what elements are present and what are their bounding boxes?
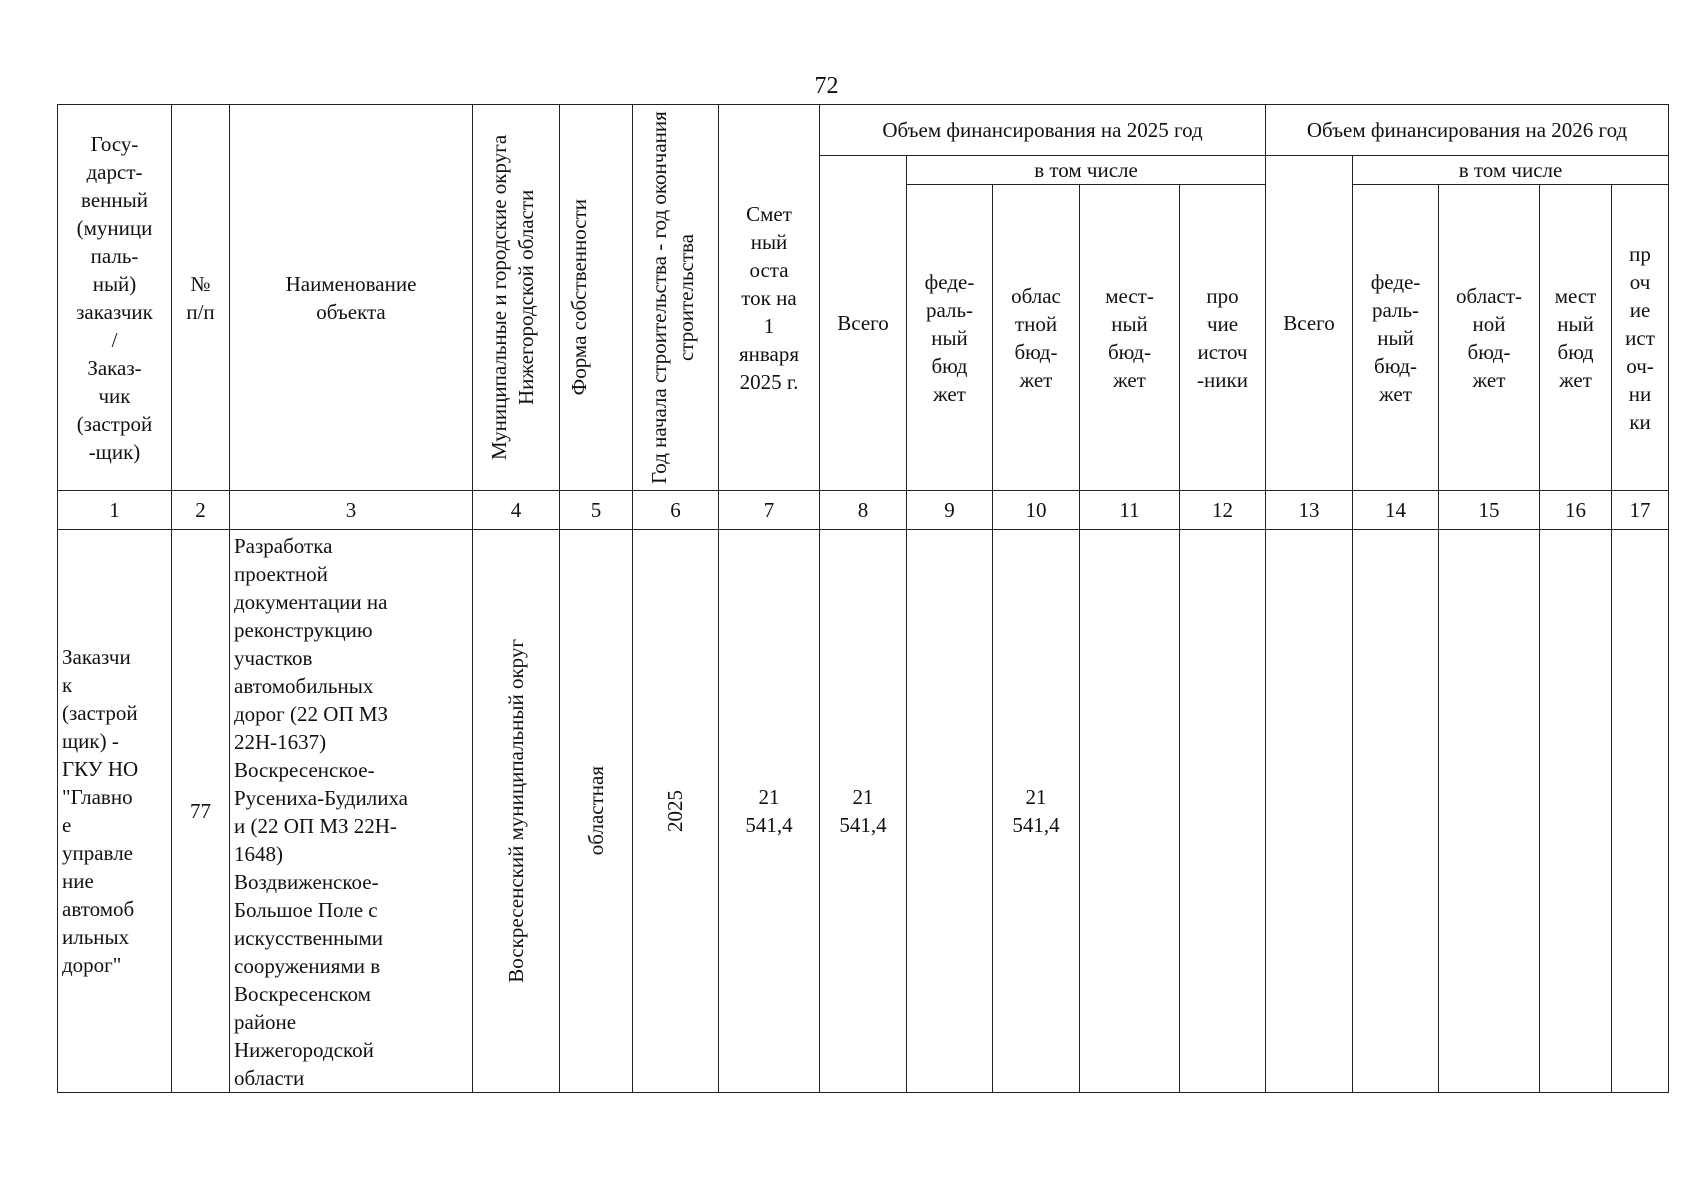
col-num: 15 bbox=[1439, 491, 1540, 530]
header-row-1 bbox=[58, 105, 1669, 156]
row-oth-2026 bbox=[1612, 530, 1669, 1093]
col-num: 12 bbox=[1180, 491, 1266, 530]
col-num: 5 bbox=[560, 491, 633, 530]
header-name: Наименование объекта bbox=[230, 105, 473, 491]
row-loc-2025 bbox=[1080, 530, 1180, 1093]
col-num: 3 bbox=[230, 491, 473, 530]
col-num: 10 bbox=[993, 491, 1080, 530]
header-num: № п/п bbox=[172, 105, 230, 491]
header-reg-2026: област- ной бюд- жет bbox=[1439, 185, 1540, 491]
header-oth-2025: про чие источ -ники bbox=[1180, 185, 1266, 491]
row-ownership: областная bbox=[560, 530, 633, 1093]
col-num: 2 bbox=[172, 491, 230, 530]
row-loc-2026 bbox=[1540, 530, 1612, 1093]
header-oth-2026: пр оч ие ист оч- ни ки bbox=[1612, 185, 1669, 491]
col-num: 1 bbox=[58, 491, 172, 530]
header-loc-2025: мест- ный бюд- жет bbox=[1080, 185, 1180, 491]
col-num: 13 bbox=[1266, 491, 1353, 530]
header-including-2025: в том числе bbox=[907, 156, 1266, 185]
row-num: 77 bbox=[172, 530, 230, 1093]
row-fed-2026 bbox=[1353, 530, 1439, 1093]
row-total-2025: 21 541,4 bbox=[820, 530, 907, 1093]
row-customer: Заказчи к (застрой щик) - ГКУ НО "Главно е управле ние автомоб ильных дорог" bbox=[58, 530, 172, 1093]
header-fin-2026: Объем финансирования на 2026 год bbox=[1266, 105, 1669, 156]
header-fed-2026: феде- раль- ный бюд- жет bbox=[1353, 185, 1439, 491]
col-num: 7 bbox=[719, 491, 820, 530]
col-num: 17 bbox=[1612, 491, 1669, 530]
col-num: 11 bbox=[1080, 491, 1180, 530]
header-fin-2025: Объем финансирования на 2025 год bbox=[820, 105, 1266, 156]
header-total-2026: Всего bbox=[1266, 156, 1353, 491]
row-name: Разработка проектной документации на реконструкцию участков автомобильных дорог (22 ОП МЗ 22Н-1637) Воскресенское- Русениха-Будилиха и (22 ОП МЗ 22Н- 1648) Воздвиженское- Большое Поле с искусственными сооружениями в Воскресенском районе Нижегородской области bbox=[230, 530, 473, 1093]
row-municipality: Воскресенский муниципальный округ bbox=[473, 530, 560, 1093]
col-num: 14 bbox=[1353, 491, 1439, 530]
row-fed-2025 bbox=[907, 530, 993, 1093]
header-municipality: Муниципальные и городские округа Нижегородской области bbox=[473, 105, 560, 491]
header-including-2026: в том числе bbox=[1353, 156, 1669, 185]
header-total-2025: Всего bbox=[820, 156, 907, 491]
page-number: 72 bbox=[814, 73, 839, 99]
row-years: 2025 bbox=[633, 530, 719, 1093]
financing-table bbox=[57, 104, 1669, 1093]
column-number-row bbox=[58, 491, 1669, 530]
header-customer: Госу- дарст- венный (муници паль- ный) заказчик / Заказ- чик (застрой -щик) bbox=[58, 105, 172, 491]
col-num: 6 bbox=[633, 491, 719, 530]
col-num: 16 bbox=[1540, 491, 1612, 530]
header-ownership: Форма собственности bbox=[560, 105, 633, 491]
header-fed-2025: феде- раль- ный бюд жет bbox=[907, 185, 993, 491]
header-estimate: Смет ный оста ток на 1 января 2025 г. bbox=[719, 105, 820, 491]
row-reg-2025: 21 541,4 bbox=[993, 530, 1080, 1093]
row-estimate: 21 541,4 bbox=[719, 530, 820, 1093]
header-reg-2025: облас тной бюд- жет bbox=[993, 185, 1080, 491]
header-loc-2026: мест ный бюд жет bbox=[1540, 185, 1612, 491]
row-oth-2025 bbox=[1180, 530, 1266, 1093]
header-years: Год начала строительства - год окончания строительства bbox=[633, 105, 719, 491]
col-num: 9 bbox=[907, 491, 993, 530]
col-num: 8 bbox=[820, 491, 907, 530]
row-total-2026 bbox=[1266, 530, 1353, 1093]
col-num: 4 bbox=[473, 491, 560, 530]
table-row bbox=[58, 530, 1669, 1093]
row-reg-2026 bbox=[1439, 530, 1540, 1093]
